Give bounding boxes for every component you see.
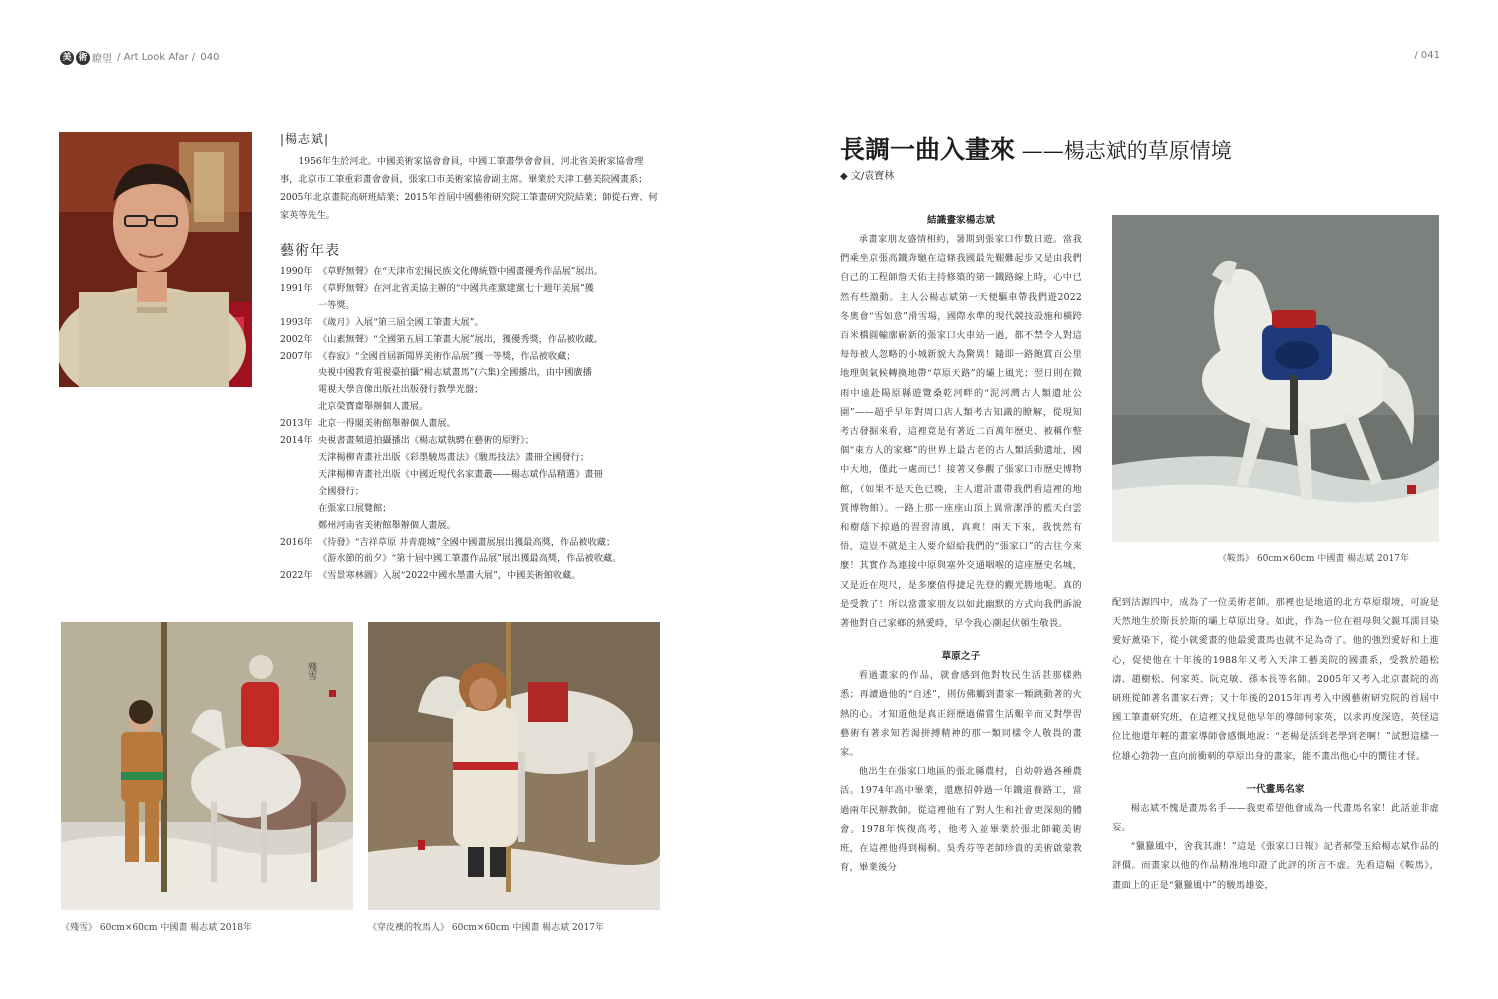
paragraph: 配到沽源四中，成為了一位美術老師。那裡也是地道的北方草原環境，可說是天然地生於斯長於斯的壩上草原出身。如此，作為一位在祖母與父親耳濡目染愛好薰染下，從小就愛畫的他最愛畫馬也就不足為奇了。他的強烈愛好和上進心，促使他在十年後的1988年又考入天津工藝美院的國畫系，受教於趙松濤、趙樹松、何家英、阮克敏、孫本長等名師。2005年又考入北京畫院的高研班從師著名畫家石齊；又十年後的2015年再考入中國藝術研究院的首屆中國工筆畫研究班，在這裡又找見他早年的導師何家英，以求再度深造，英怪這位比他還年輕的畫家導師會感慨地說：“老楊是活到老學到老啊！”試想這樣一位雄心勃勃一直向前衝刺的草原出身的畫家，能不畫出他心中的嚮往才怪。 [1112, 597, 1439, 762]
chronology-entry [280, 568, 665, 585]
chronology-line: 央視中國教育電視臺拍攝“楊志斌畫馬”(六集)全國播出，由中國廣播 [318, 367, 592, 379]
chronology-year: 2016年 [280, 536, 313, 548]
chronology-year: 1990年 [280, 266, 313, 277]
chronology-line: 天津楊柳青畫社出版《中國近現代名家畫叢——楊志斌作品精選》畫冊 [318, 468, 603, 480]
chronology-line: 《待發》“吉祥草原 井青鹿城”全國中國畫展展出獲最高獎，作品被收藏； [318, 536, 616, 548]
chronology-year: 1991年 [280, 282, 313, 294]
article-column-2 [1112, 593, 1439, 895]
chronology-heading: 藝術年表 [280, 243, 340, 259]
paragraph: 他出生在張家口地區的張北縣農村，自幼幹過各種農活。1974年高中畢業，還應招幹過一年鐵道養路工，當過兩年民辦教師。從這裡他有了對人生和社會更深刻的體會。1978年恢復高考，他考入並畢業於張北師範美術班，在這裡他得到楊桐、吳秀芬等老師珍貴的美術啟蒙教育，畢業後分 [840, 766, 1082, 874]
chronology-entry [280, 332, 665, 349]
chronology-line: 《春寂》“全國首屆新聞界美術作品展”獲一等獎，作品被收藏； [318, 350, 576, 362]
left-page-number: 040 [200, 52, 220, 63]
chronology-line: 《草野無聲》在“天津市宏揚民族文化傳統暨中國畫優秀作品展”展出。 [318, 266, 604, 277]
chronology-year: 2014年 [280, 435, 313, 447]
chronology-entry [280, 281, 665, 315]
chronology-line: 電視大學音像出版社出版發行教學光盤； [318, 384, 484, 396]
chronology-line: 在張家口展覽館； [318, 502, 392, 514]
magazine-logo-icon: 美 [60, 51, 74, 65]
chronology-year: 2022年 [280, 570, 313, 582]
painting-residual-snow [61, 622, 353, 910]
chronology-line: 北京一得閣美術館舉辦個人畫展。 [318, 418, 456, 430]
chronology-entry [280, 535, 665, 569]
chronology-year: 2013年 [280, 418, 313, 430]
article-title-main: 長調一曲入畫來 [840, 135, 1016, 164]
paragraph: 承畫家朋友盛情相約，暑期到張家口作數日遊。當我們乘坐京張高鐵奔馳在這條我國最先艱難起步又是由我們自己的工程師詹天佑主持修築的第一鐵路線上時，心中已然有些激動。主人公楊志斌第一天便驅車帶我們遊2022冬奧會“雪如意”滑雪場，國際水準的現代競技設施和橫跨百米橋圓輸廓嶄新的張家口火車站一過，都不禁令人對這每每被人忽略的小城新貌大為驚異！隨即一路飽賞百公里地理與氣候轉換地帶“草原天路”的壩上風光；翌日則在微雨中遠赴陽原縣遊覽桑乾河畔的“泥河灣古人類遺址公園”——超乎早年對周口店人類考古知識的瞭解，從現知考古發掘來看，這裡竟是有著近二百萬年歷史、被稱作整個“東方人的家鄉”的世界上最古老的古人類活動遺址，國中大地，僅此一處而已！接著又參觀了張家口市歷史博物館，（如果不是天色已晚，主人還計畫帶我們看這裡的地質博物館）。一路上那一座座山頂上異常潔淨的藍天白雲和樹蔭下掠過的習習清風，真爽！兩天下來，我恍然有悟，這豈不就是主人要介紹給我們的“張家口”的古往今來麼！其實作為連接中原與塞外交通咽喉的這座歷史名城，又是近在咫尺，是多麼值得捷足先登的觀光勝地呢。真的是受教了！所以當畫家朋友以如此幽默的方式向我們訴說著他對自己家鄉的熱愛時，早令我心潮起伏頓生敬畏。 [840, 234, 1082, 630]
chronology-line: 《游水節的前夕》“第十屆中國工筆畫作品展”展出獲最高獎，作品被收藏。 [318, 553, 622, 565]
chronology-entry [280, 416, 665, 433]
magazine-subtitle: / Art Look Afar / [114, 52, 199, 63]
article-title-sub: ——楊志斌的草原情境 [1015, 139, 1232, 163]
chronology-entry [280, 264, 665, 281]
article-column-1 [840, 211, 1082, 878]
chronology-year: 2002年 [280, 333, 313, 345]
chronology-year: 1993年 [280, 316, 313, 328]
magazine-logo-icon-2: 術 [76, 51, 90, 65]
section-heading-horse-master: 一代畫馬名家 [1246, 783, 1305, 795]
chronology-line: 北京榮寶齋舉辦個人畫展。 [318, 401, 429, 413]
magazine-name: 瞭望 [92, 54, 112, 65]
article-title [840, 130, 1232, 166]
artist-name: |楊志斌| [280, 132, 330, 146]
chronology-line: 一等獎。 [318, 299, 355, 311]
caption-saddle-horse: 《鞍馬》 60cm×60cm 中國畫 楊志斌 2017年 [1218, 554, 1409, 564]
chronology-line: 《山素無聲》“全國第五屆工筆畫大展”展出，獲優秀獎，作品被收藏。 [318, 333, 604, 345]
chronology-line: 天津楊柳青畫社出版《彩墨駿馬畫法》《駿馬技法》畫冊全國發行； [318, 451, 590, 463]
painting-signature: 殘雪 [306, 662, 316, 680]
chronology-entry [280, 315, 665, 332]
chronology-year: 2007年 [280, 350, 313, 362]
painting-saddle-horse [1112, 215, 1439, 542]
caption-herdsman: 《穿皮襖的牧馬人》 60cm×60cm 中國畫 楊志斌 2017年 [368, 923, 604, 933]
chronology-line: 全國發行； [318, 485, 364, 497]
paragraph: “獵獵風中，舍我其誰！”這是《張家口日報》記者郝瑩玉給楊志斌作品的評價。而畫家以他的作品精准地印證了此評的所言不虛。先看這幅《鞍馬》，畫面上的正是“獵獵風中”的駿馬雄姿， [1112, 841, 1439, 891]
chronology-line: 央視書畫頻道拍攝播出《楊志斌執騁在藝術的原野》； [318, 435, 534, 447]
chronology-entry [280, 349, 665, 417]
painting-herdsman [368, 622, 660, 910]
paragraph: 楊志斌不愧是畫馬名手——我更希望他會成為一代畫馬名家！此話並非虛妄。 [1112, 802, 1439, 834]
chronology-list [280, 264, 665, 585]
article-author: ◆ 文/袁寶林 [840, 171, 895, 182]
artist-bio: 1956年生於河北。中國美術家協會會員，中國工筆畫學會會員，河北省美術家協會理事，北京市工筆重彩畫會會員，張家口市美術家協會副主席。畢業於天津工藝美院國畫系；2005年北京畫院高研班結業；2015年首屆中國藝術研究院工筆畫研究院結業；師從石齊、何家英等先生。 [280, 156, 658, 221]
caption-residual-snow: 《殘雪》 60cm×60cm 中國畫 楊志斌 2018年 [61, 923, 252, 933]
chronology-line: 《歲月》入展“第三屆全國工筆畫大展”。 [318, 316, 484, 328]
paragraph: 看過畫家的作品，就會感到他對牧民生活甚那樣熟悉；再讀過他的“自述”，則仿佛觸到畫家一顆跳動著的火熱的心。才知道他是真正經歷過備嘗生活艱辛而又對學習藝術有著求知若渴拼搏精神的那一類同樣令人敬畏的畫家。 [840, 670, 1082, 759]
right-page-number: / 041 [1414, 50, 1440, 61]
section-heading-son-of-grassland: 草原之子 [941, 651, 981, 663]
chronology-line: 鄭州河南省美術館舉辦個人畫展。 [318, 519, 456, 531]
chronology-line: 《草野無聲》在河北省美協主辦的“中國共產黨建黨七十週年美展”獲 [318, 282, 594, 294]
artist-portrait-photo [59, 132, 252, 387]
chronology-line: 《雪景寒林圖》入展“2022中國水墨畫大展”，中國美術館收藏。 [318, 570, 581, 582]
running-header-left [60, 50, 219, 65]
chronology-entry [280, 433, 665, 534]
section-heading-meeting: 結識畫家楊志斌 [927, 215, 995, 226]
